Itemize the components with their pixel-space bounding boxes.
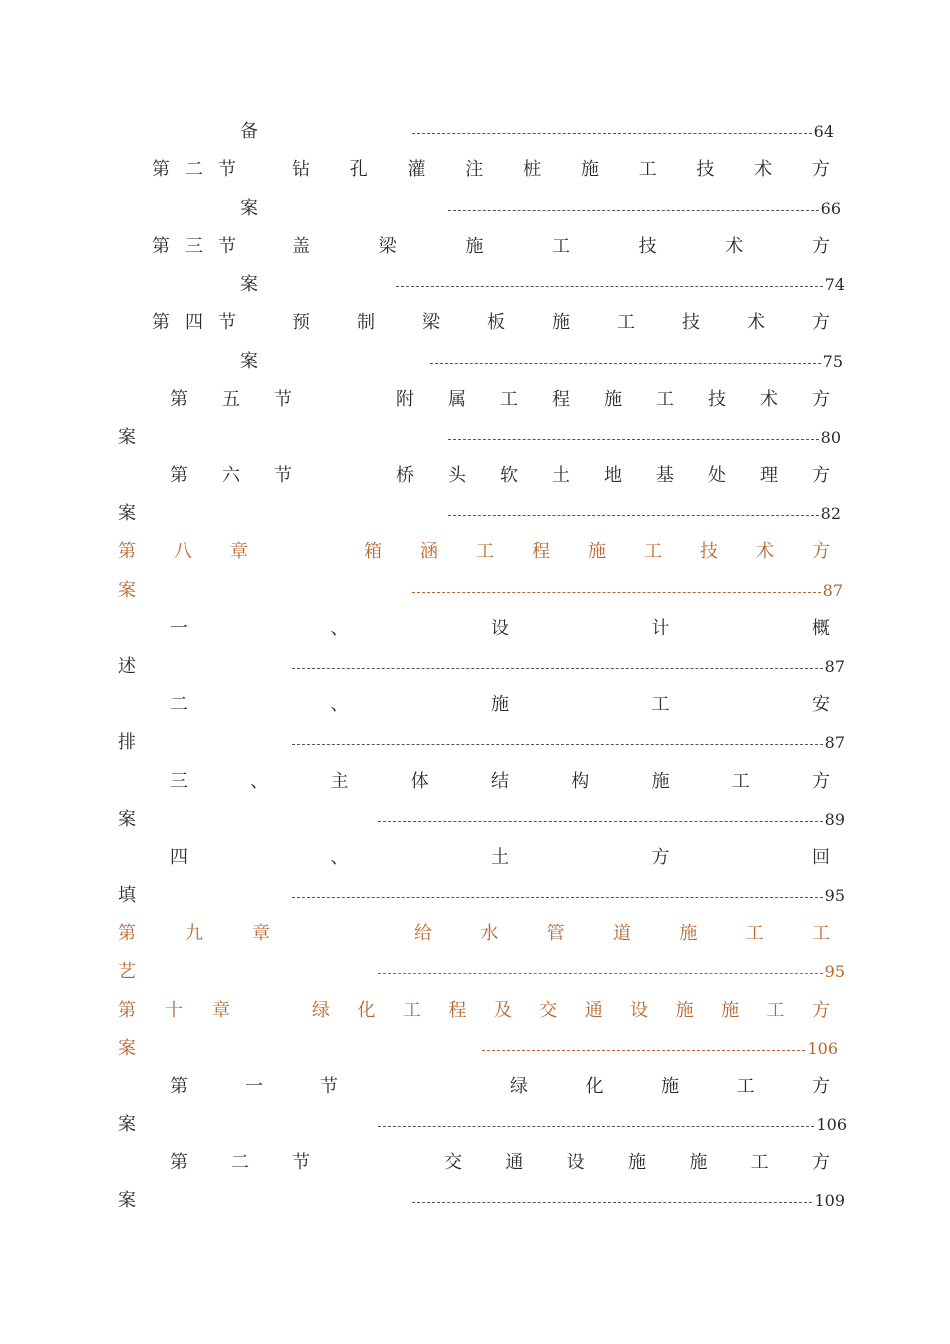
toc-leader[interactable] (448, 194, 841, 224)
toc-leader[interactable] (378, 805, 845, 835)
toc-line-prefix: 第 二 节 (170, 1152, 310, 1173)
toc-line-text: 案 (240, 198, 258, 219)
toc-line-text: 案 (118, 1114, 136, 1135)
toc-line-prefix: 第 二 节 (152, 159, 236, 180)
toc-line-prefix: 第 六 节 (170, 465, 292, 486)
toc-leader[interactable] (396, 270, 845, 300)
toc-line-text: 艺 (118, 961, 136, 982)
toc-line-title[interactable]: 桥 头 软 土 地 基 处 理 方 (396, 465, 830, 486)
toc-line-title[interactable]: 附 属 工 程 施 工 技 术 方 (396, 389, 830, 410)
page-number: 87 (822, 581, 843, 600)
toc-line-title[interactable]: 四 、 土 方 回 (170, 847, 830, 868)
chapter-prefix: 第 八 章 (118, 541, 248, 562)
toc-line-text: 述 (118, 656, 136, 677)
toc-leader[interactable] (292, 728, 845, 758)
toc-line-text: 案 (118, 1190, 136, 1211)
toc-leader[interactable] (412, 117, 834, 147)
toc-leader[interactable] (448, 499, 841, 529)
toc-leader[interactable] (378, 1110, 847, 1140)
page-number: 80 (820, 428, 841, 447)
page-number: 106 (807, 1039, 838, 1058)
toc-line-title[interactable]: 绿 化 施 工 方 (510, 1076, 830, 1097)
toc-line-prefix: 第 三 节 (152, 236, 236, 257)
toc-line-title[interactable]: 二 、 施 工 安 (170, 694, 830, 715)
page-number: 82 (820, 504, 841, 523)
chapter-prefix: 第 九 章 (118, 923, 270, 944)
page-number: 87 (824, 733, 845, 752)
toc-line-text: 案 (118, 580, 136, 601)
page-number: 64 (813, 122, 834, 141)
toc-line-text: 填 (118, 885, 136, 906)
toc-line-text: 案 (118, 809, 136, 830)
toc-line-prefix: 第 一 节 (170, 1076, 338, 1097)
toc-leader[interactable] (430, 347, 843, 377)
toc-leader[interactable] (292, 652, 845, 682)
toc-line-title[interactable]: 盖 梁 施 工 技 术 方 (292, 236, 830, 257)
toc-line-text: 案 (118, 503, 136, 524)
toc-leader[interactable] (412, 576, 843, 606)
toc-line-text: 案 (118, 1038, 136, 1059)
toc-line-title[interactable]: 交 通 设 施 施 工 方 (444, 1152, 830, 1173)
toc-line-text: 备 (240, 121, 258, 142)
chapter-prefix: 第 十 章 (118, 1000, 230, 1021)
page-number: 75 (822, 352, 843, 371)
page-number: 87 (824, 657, 845, 676)
toc-line-title[interactable]: 钻 孔 灌 注 桩 施 工 技 术 方 (292, 159, 830, 180)
toc-line-text: 案 (240, 274, 258, 295)
toc-line-title[interactable]: 预 制 梁 板 施 工 技 术 方 (292, 312, 830, 333)
chapter-title[interactable]: 给 水 管 道 施 工 工 (414, 923, 830, 944)
toc-line-text: 案 (118, 427, 136, 448)
page-number: 89 (824, 810, 845, 829)
toc-leader[interactable] (378, 957, 845, 987)
toc-leader[interactable] (292, 881, 845, 911)
toc-line-text: 案 (240, 351, 258, 372)
toc-leader[interactable] (448, 423, 841, 453)
page-number: 106 (816, 1115, 847, 1134)
chapter-title[interactable]: 箱 涵 工 程 施 工 技 术 方 (364, 541, 830, 562)
page-number: 66 (820, 199, 841, 218)
toc-line-text: 排 (118, 732, 136, 753)
toc-leader[interactable] (482, 1034, 838, 1064)
toc-line-title[interactable]: 一 、 设 计 概 (170, 618, 830, 639)
toc-line-prefix: 第 四 节 (152, 312, 236, 333)
page-number: 74 (824, 275, 845, 294)
page-number: 95 (824, 886, 845, 905)
toc-leader[interactable] (412, 1186, 845, 1216)
toc-line-title[interactable]: 三 、 主 体 结 构 施 工 方 (170, 771, 830, 792)
page-number: 95 (824, 962, 845, 981)
chapter-title[interactable]: 绿 化 工 程 及 交 通 设 施 施 工 方 (312, 1000, 830, 1021)
toc-line-prefix: 第 五 节 (170, 389, 292, 410)
page-number: 109 (814, 1191, 845, 1210)
